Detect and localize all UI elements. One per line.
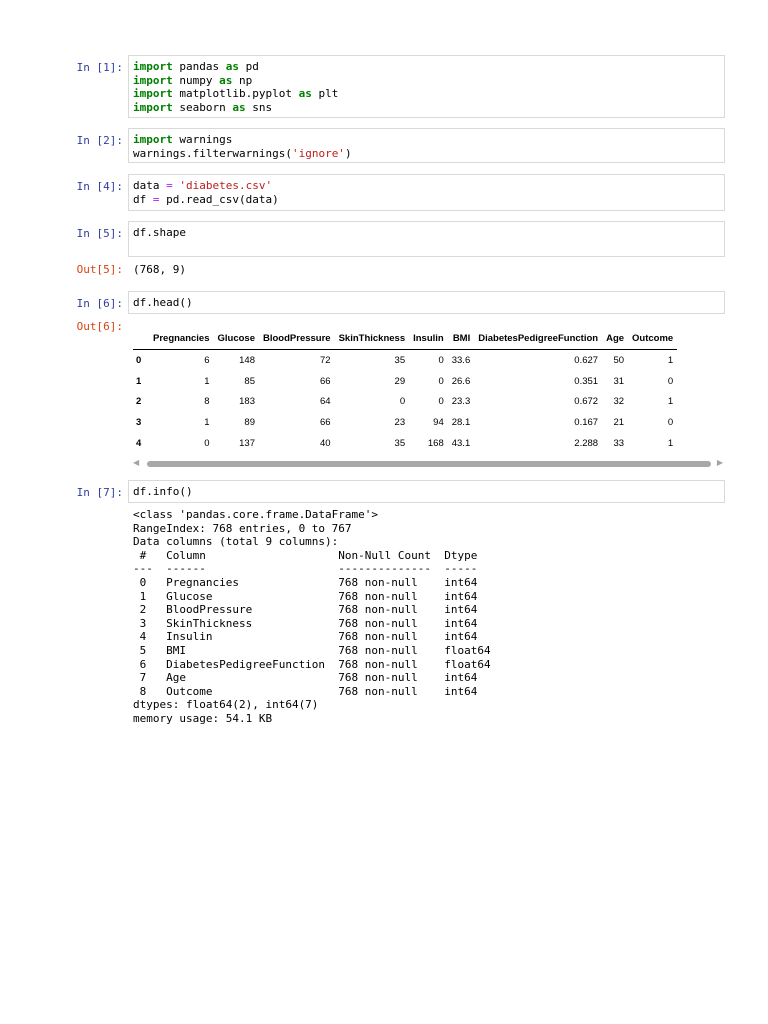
table-cell: 33.6 <box>451 354 471 366</box>
table-cell: 43.1 <box>451 438 471 450</box>
column-header: Age <box>602 328 628 350</box>
table-cell: 23.3 <box>451 396 471 408</box>
dataframe-table <box>133 328 677 454</box>
row-index: 3 <box>136 417 142 429</box>
code-editor[interactable] <box>128 55 725 118</box>
code-editor[interactable] <box>128 480 725 503</box>
column-header: BloodPressure <box>259 328 335 350</box>
code-text: ) <box>344 146 352 160</box>
table-cell: 137 <box>239 438 255 450</box>
code-line <box>133 74 720 88</box>
code-line <box>133 193 720 207</box>
code-line <box>133 87 720 101</box>
code-line <box>133 147 720 161</box>
column-header: Glucose <box>214 328 260 350</box>
keyword: as <box>225 60 239 73</box>
code-editor[interactable] <box>128 128 725 163</box>
table-cell: 0 <box>667 417 674 429</box>
table-cell: 21 <box>613 417 625 429</box>
table-cell: 85 <box>244 375 255 387</box>
cell-output: (768, 9) <box>133 263 186 276</box>
row-index: 2 <box>136 396 142 408</box>
table-cell: 31 <box>613 375 625 387</box>
table-cell: 0 <box>438 375 444 387</box>
horizontal-scrollbar[interactable] <box>133 458 725 468</box>
scroll-left-arrow-icon[interactable]: ◀ <box>133 458 140 467</box>
table-cell: 23 <box>394 417 406 429</box>
dataframe-output <box>133 328 725 454</box>
column-header: SkinThickness <box>335 328 410 350</box>
input-prompt: In [6]: <box>76 297 123 310</box>
code-line <box>133 133 720 147</box>
table-cell: 6 <box>204 354 210 366</box>
keyword: import <box>133 100 173 114</box>
code-text: df <box>133 192 153 206</box>
input-prompt: In [2]: <box>76 134 123 147</box>
code-text: pd.read_csv(data) <box>159 192 279 206</box>
code-text: plt <box>311 87 339 100</box>
code-line <box>133 179 720 193</box>
output-prompt: Out[5]: <box>76 263 123 276</box>
cell-output: <class 'pandas.core.frame.DataFrame'> RangeIndex: 768 entries, 0 to 767 Data columns (total 9 columns): # Column Non-Null Count Dtype --- ------ -------------- ----- 0 Pregnancies 768 non-null int64 1 Glucose 768 non-null int64 2 BloodPressure 768 non-null int64 3 SkinThickness 768 non-null int64 4 Insulin 768 non-null int64 5 BMI 768 non-null float64 6 DiabetesPedigreeFunction 768 non-null float64 7 Age 768 non-null int64 8 Outcome 768 non-null int64 dtypes: float64(2), int64(7) memory usage: 54.1 KB <box>133 508 491 725</box>
keyword: as <box>298 87 312 100</box>
table-row <box>133 350 677 371</box>
table-cell: 168 <box>427 438 444 450</box>
table-cell: 8 <box>204 396 210 408</box>
code-editor[interactable] <box>128 174 725 211</box>
table-cell: 66 <box>320 417 331 429</box>
row-index: 1 <box>136 375 142 387</box>
input-prompt: In [4]: <box>76 180 123 193</box>
table-cell: 33 <box>613 438 625 450</box>
table-cell: 0 <box>399 396 406 408</box>
table-cell: 66 <box>320 375 331 387</box>
keyword: import <box>133 87 173 100</box>
table-cell: 1 <box>667 438 674 450</box>
code-text: np <box>232 73 253 87</box>
code-text: warnings.filterwarnings( <box>133 146 292 160</box>
keyword: import <box>133 133 173 146</box>
table-cell: 148 <box>239 354 255 366</box>
column-header: DiabetesPedigreeFunction <box>474 328 602 350</box>
code-text: matplotlib.pyplot <box>172 87 299 100</box>
table-row <box>133 433 677 454</box>
output-prompt: Out[6]: <box>76 320 123 333</box>
table-cell: 1 <box>667 396 674 408</box>
code-text: numpy <box>172 73 220 87</box>
code-text: seaborn <box>172 100 233 114</box>
keyword: import <box>133 73 173 87</box>
column-header: BMI <box>448 328 475 350</box>
scrollbar-thumb[interactable] <box>147 461 711 467</box>
input-prompt: In [7]: <box>76 486 123 499</box>
table-cell: 35 <box>394 438 406 450</box>
table-cell: 64 <box>320 396 331 408</box>
table-cell: 32 <box>613 396 625 408</box>
table-cell: 72 <box>320 354 331 366</box>
scroll-right-arrow-icon[interactable]: ▶ <box>716 458 723 467</box>
row-index: 4 <box>136 438 142 450</box>
table-cell: 50 <box>613 354 625 366</box>
table-cell: 0.627 <box>574 354 599 366</box>
table-row <box>133 392 677 413</box>
table-cell: 0.351 <box>574 375 599 387</box>
row-index: 0 <box>136 354 142 366</box>
table-cell: 1 <box>667 354 674 366</box>
table-cell: 1 <box>204 375 210 387</box>
table-row <box>133 371 677 392</box>
operator: = <box>166 179 173 192</box>
code-editor[interactable] <box>128 221 725 257</box>
code-text: sns <box>245 100 273 114</box>
code-line: df.info() <box>133 485 193 498</box>
table-cell: 40 <box>320 438 331 450</box>
table-cell: 2.288 <box>574 438 599 450</box>
column-header: Insulin <box>409 328 448 350</box>
table-cell: 0 <box>204 438 210 450</box>
table-cell: 35 <box>394 354 406 366</box>
code-text: pd <box>238 60 259 73</box>
code-line: df.shape <box>133 226 186 239</box>
code-line: df.head() <box>133 296 193 309</box>
code-text: pandas <box>172 60 226 73</box>
string-literal: 'ignore' <box>291 146 345 160</box>
column-header: Outcome <box>628 328 677 350</box>
code-text: warnings <box>172 133 233 146</box>
keyword: as <box>232 100 246 114</box>
operator: = <box>152 192 160 206</box>
table-cell: 0.167 <box>574 417 599 429</box>
table-header-row <box>133 328 677 350</box>
code-text: data <box>133 179 167 192</box>
table-cell: 1 <box>204 417 210 429</box>
keyword: as <box>219 73 233 87</box>
table-row <box>133 412 677 433</box>
keyword: import <box>133 60 173 73</box>
table-cell: 0.672 <box>574 396 599 408</box>
string-literal: 'diabetes.csv' <box>179 179 273 192</box>
table-cell: 0 <box>667 375 674 387</box>
table-cell: 89 <box>244 417 255 429</box>
table-cell: 94 <box>433 417 444 429</box>
table-cell: 28.1 <box>451 417 471 429</box>
table-cell: 26.6 <box>451 375 471 387</box>
column-header: Pregnancies <box>149 328 214 350</box>
table-cell: 0 <box>438 354 444 366</box>
input-prompt: In [1]: <box>76 61 123 74</box>
code-line <box>133 60 720 74</box>
table-cell: 183 <box>239 396 255 408</box>
code-line <box>133 101 720 115</box>
input-prompt: In [5]: <box>76 227 123 240</box>
table-cell: 0 <box>438 396 444 408</box>
table-cell: 29 <box>394 375 406 387</box>
index-header <box>133 328 149 350</box>
code-editor[interactable] <box>128 291 725 314</box>
